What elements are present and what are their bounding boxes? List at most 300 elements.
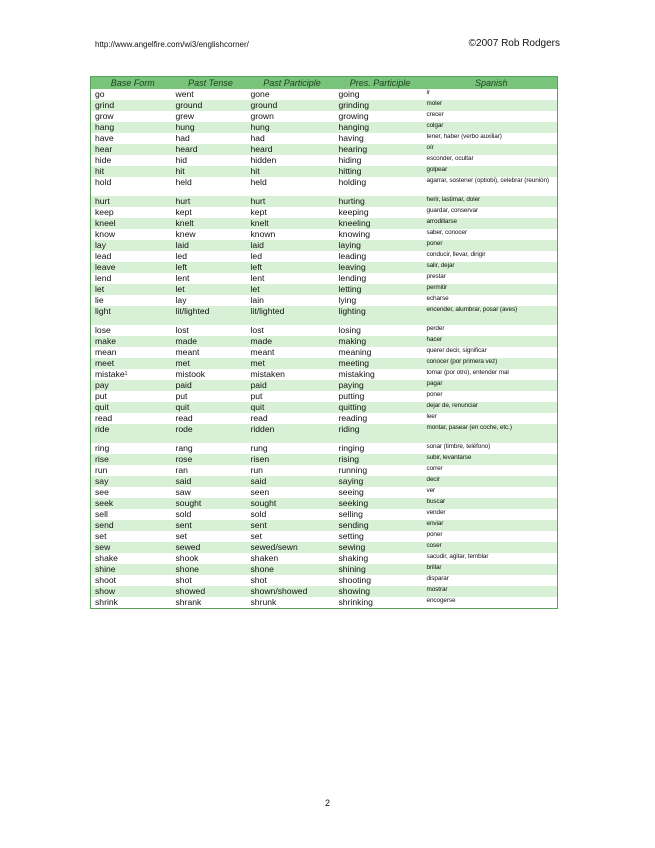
cell-spanish [423, 424, 558, 443]
cell-past-tense-text: ground [175, 100, 203, 110]
cell-base-form [91, 531, 172, 542]
cell-base-form-text: put [95, 391, 107, 401]
cell-past-tense-text: met [175, 358, 190, 368]
cell-spanish-text: vender [426, 509, 446, 516]
cell-past-tense-text: put [175, 391, 188, 401]
cell-past-participle [247, 155, 335, 166]
cell-past-tense [172, 111, 247, 122]
table-row [91, 218, 558, 229]
cell-spanish-text: saber, conocer [426, 229, 468, 236]
cell-base-form-text: make [95, 336, 117, 346]
cell-past-participle-text: shaken [250, 553, 279, 563]
cell-spanish-text: encogerse [426, 597, 456, 604]
cell-past-participle-text: lain [250, 295, 264, 305]
cell-spanish [423, 509, 558, 520]
cell-past-tense [172, 575, 247, 586]
cell-past-tense-text: knew [175, 229, 196, 239]
cell-past-participle-text: heard [250, 144, 273, 154]
cell-present-participle [335, 380, 423, 391]
cell-past-tense-text: paid [175, 380, 192, 390]
cell-base-form-text: mistake [95, 369, 125, 379]
cell-present-participle [335, 284, 423, 295]
cell-present-participle [335, 575, 423, 586]
cell-base-form-text: sew [95, 542, 111, 552]
cell-past-participle [247, 144, 335, 155]
cell-past-participle [247, 122, 335, 133]
table-row [91, 358, 558, 369]
cell-present-participle [335, 166, 423, 177]
cell-spanish-text: hacer [426, 336, 442, 343]
cell-present-participle-text: paying [338, 380, 364, 390]
cell-past-participle-text: shot [250, 575, 267, 585]
cell-past-tense [172, 369, 247, 380]
cell-present-participle [335, 402, 423, 413]
cell-base-form [91, 380, 172, 391]
cell-past-tense-text: hit [175, 166, 185, 176]
cell-present-participle-text: lending [338, 273, 367, 283]
cell-present-participle [335, 262, 423, 273]
cell-past-participle [247, 284, 335, 295]
cell-spanish-text: enviar [426, 520, 444, 527]
cell-base-form-text: go [95, 89, 105, 99]
cell-present-participle [335, 89, 423, 100]
cell-past-participle-text: quit [250, 402, 265, 412]
cell-spanish-text: herir, lastimar, doler [426, 196, 481, 203]
cell-past-participle-text: let [250, 284, 260, 294]
cell-spanish [423, 262, 558, 273]
cell-present-participle-text: riding [338, 424, 360, 434]
cell-present-participle-text: shooting [338, 575, 371, 585]
cell-present-participle-text: kneeling [338, 218, 371, 228]
cell-past-participle [247, 273, 335, 284]
cell-base-form [91, 586, 172, 597]
cell-base-form [91, 133, 172, 144]
table-row [91, 564, 558, 575]
cell-past-participle [247, 295, 335, 306]
cell-base-form-text: hurt [95, 196, 110, 206]
cell-base-form-text: pay [95, 380, 109, 390]
cell-past-tense [172, 424, 247, 443]
cell-past-tense [172, 380, 247, 391]
cell-spanish [423, 133, 558, 144]
cell-past-participle [247, 498, 335, 509]
cell-present-participle-text: holding [338, 177, 367, 187]
cell-past-participle-text: sold [250, 509, 267, 519]
cell-spanish [423, 542, 558, 553]
cell-past-tense-text: mistook [175, 369, 206, 379]
cell-spanish [423, 177, 558, 196]
table-row [91, 542, 558, 553]
cell-spanish [423, 358, 558, 369]
cell-present-participle-text: knowing [338, 229, 371, 239]
cell-present-participle [335, 424, 423, 443]
cell-past-tense-text: showed [175, 586, 206, 596]
cell-past-tense [172, 336, 247, 347]
cell-base-form-text: keep [95, 207, 114, 217]
cell-spanish-text: perder [426, 325, 445, 332]
cell-past-participle-text: shrunk [250, 597, 277, 607]
cell-present-participle [335, 531, 423, 542]
cell-past-tense-text: saw [175, 487, 191, 497]
cell-present-participle-text: reading [338, 413, 368, 423]
cell-past-participle [247, 196, 335, 207]
cell-present-participle [335, 240, 423, 251]
cell-past-tense [172, 443, 247, 454]
cell-present-participle-text: seeking [338, 498, 369, 508]
cell-base-form-text: ride [95, 424, 110, 434]
table-row [91, 402, 558, 413]
cell-past-participle [247, 177, 335, 196]
cell-past-tense [172, 284, 247, 295]
cell-past-participle-text: lost [250, 325, 264, 335]
header-url: http://www.angelfire.com/wi3/englishcorner/ [95, 40, 249, 49]
cell-spanish-text: conocer (por primera vez) [426, 358, 498, 365]
cell-spanish [423, 336, 558, 347]
cell-spanish-text: conducir, llevar, dirigir [426, 251, 486, 258]
table-row [91, 380, 558, 391]
cell-base-form [91, 262, 172, 273]
cell-present-participle [335, 597, 423, 609]
cell-past-tense [172, 586, 247, 597]
cell-past-tense [172, 553, 247, 564]
cell-past-tense [172, 133, 247, 144]
cell-base-form [91, 218, 172, 229]
cell-past-participle-text: met [250, 358, 265, 368]
cell-base-form-text: hear [95, 144, 113, 154]
cell-base-form [91, 542, 172, 553]
table-row [91, 325, 558, 336]
cell-past-tense [172, 207, 247, 218]
cell-past-participle-text: laid [250, 240, 264, 250]
cell-spanish [423, 144, 558, 155]
cell-base-form-text: sell [95, 509, 108, 519]
table-row [91, 133, 558, 144]
cell-past-participle-text: knelt [250, 218, 269, 228]
cell-past-participle [247, 306, 335, 325]
table-header-row [91, 77, 558, 90]
cell-spanish [423, 597, 558, 609]
cell-base-form-text: light [95, 306, 111, 316]
cell-spanish-text: ver [426, 487, 436, 494]
cell-past-participle-text: made [250, 336, 272, 346]
cell-past-participle [247, 133, 335, 144]
cell-spanish-text: brillar [426, 564, 442, 571]
cell-present-participle-text: hanging [338, 122, 370, 132]
table-row [91, 476, 558, 487]
cell-base-form [91, 391, 172, 402]
cell-past-tense [172, 542, 247, 553]
cell-past-participle-text: grown [250, 111, 274, 121]
cell-past-participle [247, 531, 335, 542]
cell-base-form [91, 229, 172, 240]
cell-spanish [423, 196, 558, 207]
cell-past-participle-text: seen [250, 487, 270, 497]
cell-past-tense [172, 413, 247, 424]
header-past-participle: Past Participle [247, 77, 335, 90]
cell-spanish-text: poner [426, 240, 443, 247]
cell-present-participle [335, 325, 423, 336]
cell-past-participle [247, 542, 335, 553]
cell-past-tense-text: laid [175, 240, 189, 250]
cell-past-tense-text: kept [175, 207, 192, 217]
table-row [91, 369, 558, 380]
cell-base-form-text: let [95, 284, 105, 294]
cell-present-participle-text: making [338, 336, 367, 346]
cell-present-participle [335, 358, 423, 369]
cell-past-tense-text: sold [175, 509, 192, 519]
cell-past-participle [247, 402, 335, 413]
cell-past-participle [247, 251, 335, 262]
cell-spanish [423, 347, 558, 358]
cell-past-participle-text: shown/showed [250, 586, 308, 596]
cell-spanish-text: querer decir, significar [426, 347, 487, 354]
cell-past-participle [247, 520, 335, 531]
header-past-tense: Past Tense [172, 77, 247, 90]
cell-base-form-text: hold [95, 177, 112, 187]
table-row [91, 413, 558, 424]
cell-past-tense [172, 251, 247, 262]
cell-base-form [91, 358, 172, 369]
cell-present-participle [335, 177, 423, 196]
cell-spanish [423, 207, 558, 218]
cell-spanish [423, 325, 558, 336]
table-row [91, 454, 558, 465]
table-row [91, 273, 558, 284]
cell-past-tense-text: lit/lighted [175, 306, 210, 316]
cell-base-form [91, 196, 172, 207]
cell-spanish-text: esconder, ocultar [426, 155, 474, 162]
cell-past-tense-text: hurt [175, 196, 191, 206]
cell-past-participle-text: shone [250, 564, 274, 574]
table-row [91, 597, 558, 609]
cell-base-form-text: leave [95, 262, 116, 272]
cell-base-form-text: hide [95, 155, 112, 165]
cell-past-tense-text: sewed [175, 542, 201, 552]
cell-past-participle [247, 358, 335, 369]
table-row [91, 295, 558, 306]
table-row [91, 465, 558, 476]
table-row [91, 122, 558, 133]
cell-spanish [423, 380, 558, 391]
cell-spanish-text: sonar (timbre, teléfono) [426, 443, 491, 450]
cell-past-tense-text: set [175, 531, 187, 541]
cell-spanish-text: echarse [426, 295, 449, 302]
cell-past-tense-text: shook [175, 553, 199, 563]
cell-base-form-text: kneel [95, 218, 116, 228]
cell-spanish-text: arrodillarse [426, 218, 457, 225]
cell-past-participle [247, 380, 335, 391]
cell-base-form [91, 347, 172, 358]
cell-past-participle-text: ground [250, 100, 278, 110]
cell-past-participle-text: set [250, 531, 262, 541]
cell-spanish-text: prestar [426, 273, 446, 280]
cell-base-form [91, 509, 172, 520]
cell-spanish [423, 487, 558, 498]
cell-past-participle-text: hit [250, 166, 260, 176]
cell-spanish-text: agarrar, sostener (optiobi), celebrar (reunión) [426, 177, 549, 184]
cell-spanish-text: buscar [426, 498, 446, 505]
cell-present-participle-text: leading [338, 251, 367, 261]
cell-spanish [423, 454, 558, 465]
cell-present-participle-text: meaning [338, 347, 372, 357]
cell-past-tense-text: shone [175, 564, 199, 574]
cell-past-tense [172, 498, 247, 509]
cell-present-participle-text: lying [338, 295, 357, 305]
cell-past-tense [172, 295, 247, 306]
table-row [91, 144, 558, 155]
cell-spanish [423, 273, 558, 284]
cell-past-tense [172, 166, 247, 177]
cell-spanish [423, 284, 558, 295]
cell-present-participle [335, 273, 423, 284]
cell-spanish [423, 531, 558, 542]
cell-present-participle [335, 122, 423, 133]
cell-present-participle [335, 196, 423, 207]
cell-past-participle-text: lent [250, 273, 265, 283]
table-row [91, 229, 558, 240]
cell-past-participle-text: mistaken [250, 369, 285, 379]
cell-base-form [91, 413, 172, 424]
cell-present-participle [335, 218, 423, 229]
cell-past-tense-text: rang [175, 443, 193, 453]
cell-present-participle [335, 553, 423, 564]
cell-base-form-text: grow [95, 111, 114, 121]
cell-spanish-text: tener, haber (verbo auxiliar) [426, 133, 502, 140]
cell-past-participle-text: sought [250, 498, 277, 508]
cell-base-form-text: grind [95, 100, 115, 110]
cell-spanish [423, 498, 558, 509]
table-row [91, 177, 558, 196]
cell-base-form [91, 443, 172, 454]
cell-present-participle [335, 509, 423, 520]
cell-spanish [423, 564, 558, 575]
table-row [91, 443, 558, 454]
table-row [91, 391, 558, 402]
header-copyright: ©2007 Rob Rodgers [468, 38, 560, 49]
cell-past-participle [247, 111, 335, 122]
cell-present-participle [335, 443, 423, 454]
cell-base-form [91, 306, 172, 325]
cell-present-participle [335, 520, 423, 531]
cell-present-participle [335, 369, 423, 380]
table-row [91, 284, 558, 295]
table-row [91, 166, 558, 177]
cell-base-form [91, 402, 172, 413]
cell-base-form [91, 487, 172, 498]
cell-present-participle-text: ringing [338, 443, 365, 453]
cell-past-tense [172, 564, 247, 575]
cell-past-participle [247, 487, 335, 498]
cell-base-form [91, 295, 172, 306]
cell-past-tense [172, 273, 247, 284]
cell-present-participle-text: showing [338, 586, 371, 596]
cell-present-participle-text: setting [338, 531, 364, 541]
cell-past-tense-text: quit [175, 402, 190, 412]
cell-base-form-text: shoot [95, 575, 117, 585]
cell-spanish-text: ir [426, 89, 430, 96]
cell-past-tense-text: said [175, 476, 192, 486]
cell-base-form [91, 155, 172, 166]
cell-base-form [91, 177, 172, 196]
table-row [91, 306, 558, 325]
cell-base-form-text: read [95, 413, 113, 423]
cell-present-participle [335, 229, 423, 240]
cell-base-form [91, 240, 172, 251]
cell-past-tense-text: rose [175, 454, 193, 464]
header-present-participle: Pres. Participle [335, 77, 423, 90]
cell-past-participle-text: hung [250, 122, 270, 132]
cell-spanish [423, 122, 558, 133]
cell-base-form-text: mean [95, 347, 117, 357]
cell-past-participle [247, 575, 335, 586]
cell-spanish-text: golpear [426, 166, 448, 173]
cell-base-form [91, 369, 172, 380]
cell-past-tense [172, 196, 247, 207]
cell-base-form [91, 273, 172, 284]
cell-past-tense [172, 454, 247, 465]
cell-spanish [423, 229, 558, 240]
cell-past-tense-text: shot [175, 575, 192, 585]
table-row [91, 111, 558, 122]
cell-spanish-text: disparar [426, 575, 449, 582]
cell-spanish-text: dejar de, renunciar [426, 402, 478, 409]
cell-present-participle-text: shrinking [338, 597, 373, 607]
cell-base-form-text: shrink [95, 597, 118, 607]
cell-present-participle-text: mistaking [338, 369, 375, 379]
cell-present-participle-text: rising [338, 454, 360, 464]
cell-past-tense-text: held [175, 177, 192, 187]
cell-present-participle-text: growing [338, 111, 369, 121]
cell-present-participle [335, 144, 423, 155]
cell-past-participle [247, 465, 335, 476]
cell-past-tense-text: had [175, 133, 190, 143]
cell-present-participle-text: laying [338, 240, 361, 250]
cell-spanish [423, 111, 558, 122]
cell-past-tense [172, 487, 247, 498]
cell-present-participle [335, 465, 423, 476]
cell-past-participle [247, 597, 335, 609]
cell-present-participle-text: quitting [338, 402, 367, 412]
cell-past-tense-text: ran [175, 465, 188, 475]
cell-present-participle [335, 498, 423, 509]
cell-present-participle-text: shaking [338, 553, 369, 563]
cell-spanish [423, 476, 558, 487]
cell-present-participle-text: having [338, 133, 364, 143]
table-row [91, 509, 558, 520]
cell-past-tense [172, 597, 247, 609]
cell-past-tense [172, 325, 247, 336]
cell-present-participle-text: going [338, 89, 360, 99]
cell-present-participle [335, 454, 423, 465]
cell-past-tense-text: meant [175, 347, 200, 357]
cell-past-tense [172, 520, 247, 531]
cell-spanish-text: permitir [426, 284, 448, 291]
header-spanish: Spanish [423, 77, 558, 90]
cell-past-participle-text: said [250, 476, 267, 486]
cell-base-form-text: lay [95, 240, 106, 250]
cell-base-form-text: lie [95, 295, 104, 305]
cell-spanish-text: decir [426, 476, 440, 483]
cell-past-participle-text: put [250, 391, 263, 401]
cell-past-participle [247, 454, 335, 465]
table-row [91, 575, 558, 586]
cell-past-tense-text: led [175, 251, 187, 261]
cell-past-participle-text: had [250, 133, 265, 143]
cell-present-participle-text: sewing [338, 542, 366, 552]
cell-present-participle-text: hitting [338, 166, 362, 176]
cell-base-form-text: seek [95, 498, 114, 508]
cell-present-participle-text: meeting [338, 358, 370, 368]
